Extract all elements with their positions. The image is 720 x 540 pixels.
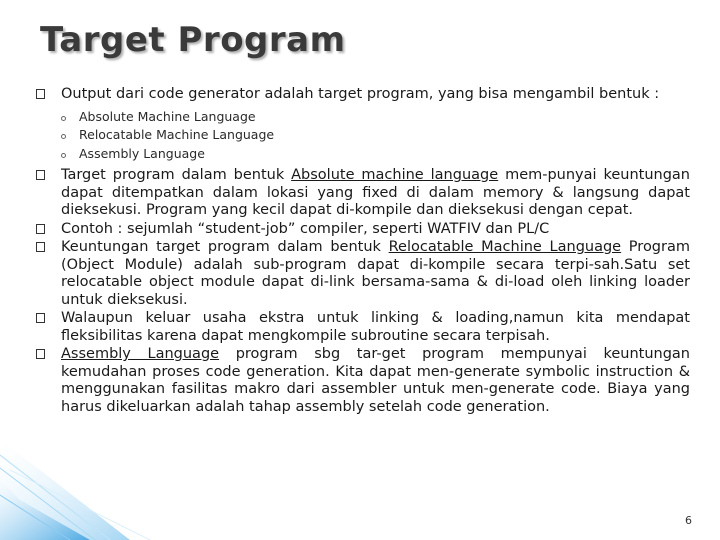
square-bullet-icon	[36, 170, 45, 180]
bullet-assembly	[36, 346, 690, 416]
square-bullet-icon	[36, 224, 45, 234]
sub-item-absolute	[61, 108, 690, 127]
bullet-text-rest: program sbg tar-get program mempunyai keuntungan kemudahan proses code generation. Kita dapat men-generate symbolic instruction & menggunakan fasilitas makro dari assembler untuk men-generate code. Biaya yang harus dikeluarkan adalah tahap assembly setelah code generation.	[61, 346, 690, 415]
bullet-text-rest: mem-punyai keuntungan dapat ditempatkan dalam lokasi yang fixed di dalam memory & langsung dapat dieksekusi. Program yang kecil dapat di-kompile dan dieksekusi dengan cepat.	[61, 167, 690, 218]
bullet-text-lead: Keuntungan target program dalam bentuk	[61, 239, 389, 255]
bullet-linking	[36, 310, 690, 345]
ring-bullet-icon	[61, 153, 66, 158]
sub-list	[36, 108, 690, 164]
page-number: 6	[685, 514, 692, 527]
ring-bullet-icon	[61, 116, 66, 121]
square-bullet-icon	[36, 313, 45, 323]
bullet-example	[36, 221, 690, 239]
bullet-text: Output dari code generator adalah target program, yang bisa mengambil bentuk :	[61, 86, 660, 102]
sub-item-assembly	[61, 145, 690, 164]
bullet-text: Contoh : sejumlah “student-job” compiler, seperti WATFIV dan PL/C	[61, 220, 550, 237]
square-bullet-icon	[36, 349, 45, 359]
bullet-relocatable	[36, 239, 690, 309]
underlined-term: Absolute machine language	[291, 167, 499, 183]
bullet-text-lead: Target program dalam bentuk	[61, 167, 292, 183]
underlined-term: Relocatable Machine Language	[388, 239, 622, 255]
underlined-term: Assembly Language	[61, 346, 220, 362]
bullet-text-rest: Program (Object Module) adalah sub-program dapat di-kompile secara terpi-sah.Satu set relocatable object module dapat di-link bersama-sama & di-load oleh linking loader untuk dieksekusi.	[61, 239, 690, 308]
bullet-absolute-machine	[36, 167, 690, 220]
ring-bullet-icon	[61, 134, 66, 139]
bullet-text: Walaupun keluar usaha ekstra untuk linking & loading,namun kita mendapat fleksibilitas karena dapat mengkompile subroutine secara terpisah.	[61, 310, 690, 344]
square-bullet-icon	[36, 242, 45, 252]
bullet-output-forms	[36, 86, 690, 104]
slide-title: Target Program	[40, 20, 346, 60]
sub-item-label: Relocatable Machine Language	[79, 127, 275, 142]
sub-item-label: Assembly Language	[79, 145, 205, 161]
sub-item-label: Absolute Machine Language	[79, 108, 256, 124]
slide-content	[36, 86, 690, 417]
square-bullet-icon	[36, 89, 45, 99]
sub-item-relocatable	[61, 126, 690, 145]
